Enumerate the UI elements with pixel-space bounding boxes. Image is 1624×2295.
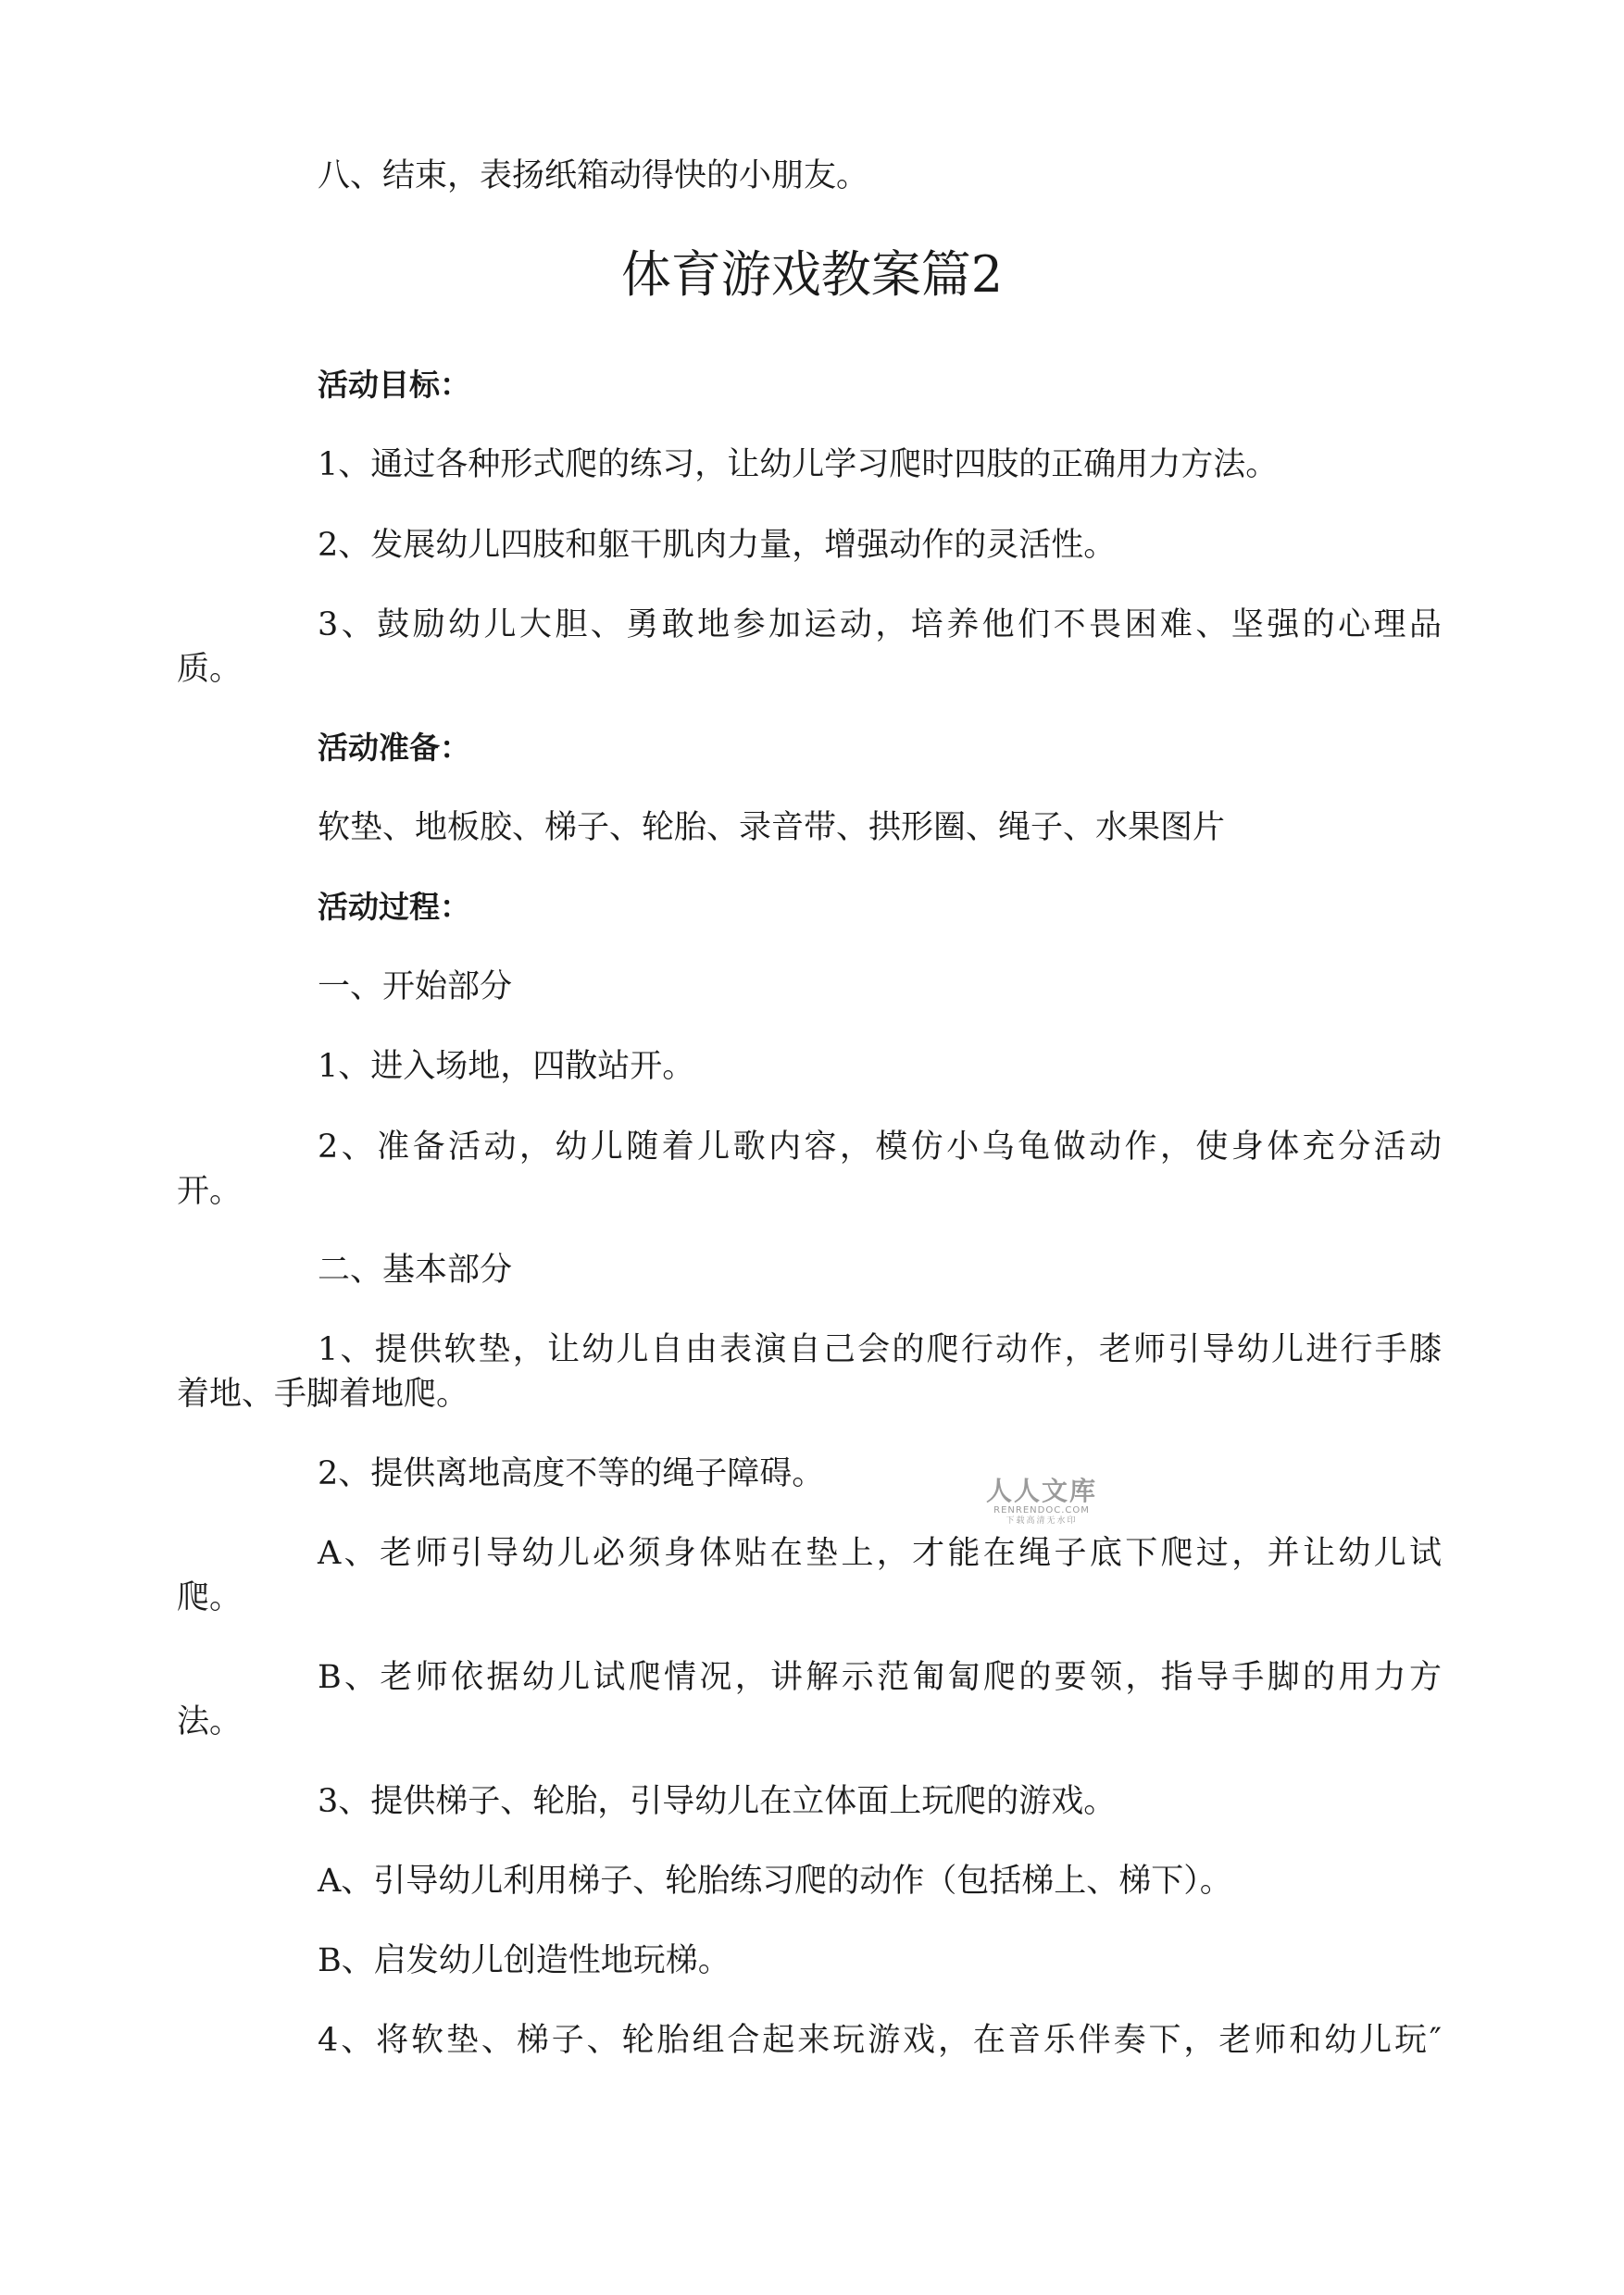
page-title: 体育游戏教案篇2: [620, 245, 1004, 304]
goal-item-1: 1、通过各种形式爬的练习，让幼儿学习爬时四肢的正确用力方法。: [318, 446, 1279, 483]
part2-heading: 二、基本部分: [318, 1252, 513, 1289]
part2-step-2-b: B、老师依据幼儿试爬情况，讲解示范匍匐爬的要领，指导手脚的用力方: [318, 1659, 1442, 1696]
part2-step-1: 1、提供软垫，让幼儿自由表演自己会的爬行动作，老师引导幼儿进行手膝: [318, 1331, 1442, 1368]
part1-step-1: 1、进入场地，四散站开。: [318, 1048, 695, 1085]
part2-step-2-b-cont: 法。: [177, 1703, 243, 1740]
watermark-site: RENRENDOC.COM: [993, 1505, 1090, 1515]
part2-step-3: 3、提供梯子、轮胎，引导幼儿在立体面上玩爬的游戏。: [318, 1783, 1117, 1820]
part2-step-2: 2、提供离地高度不等的绳子障碍。: [318, 1455, 825, 1492]
part2-step-3-a: A、引导幼儿利用梯子、轮胎练习爬的动作（包括梯上、梯下）。: [318, 1863, 1232, 1900]
prep-items: 软垫、地板胶、梯子、轮胎、录音带、拱形圈、绳子、水果图片: [318, 809, 1226, 846]
goal-item-3: 3、鼓励幼儿大胆、勇敢地参加运动，培养他们不畏困难、坚强的心理品: [318, 606, 1442, 643]
part2-step-4: 4、将软垫、梯子、轮胎组合起来玩游戏，在音乐伴奏下，老师和幼儿玩″: [318, 2022, 1442, 2059]
goals-heading: 活动目标：: [318, 367, 470, 403]
part2-step-1-cont: 着地、手脚着地爬。: [177, 1376, 469, 1413]
watermark-brand: 人人文库: [985, 1476, 1097, 1506]
part1-heading: 一、开始部分: [318, 968, 513, 1005]
part1-step-2-cont: 开。: [177, 1173, 243, 1210]
goal-item-3-cont: 质。: [177, 651, 243, 688]
goal-item-2: 2、发展幼儿四肢和躯干肌肉力量，增强动作的灵活性。: [318, 527, 1117, 564]
process-heading: 活动过程：: [318, 889, 470, 925]
watermark-tagline: 下载高清无水印: [1006, 1516, 1078, 1526]
part2-step-2-a-cont: 爬。: [177, 1579, 243, 1616]
watermark-logo: [963, 1478, 1120, 1527]
part2-step-3-b: B、启发幼儿创造性地玩梯。: [318, 1942, 731, 1979]
part2-step-2-a: A、老师引导幼儿必须身体贴在垫上，才能在绳子底下爬过，并让幼儿试: [318, 1535, 1442, 1572]
closing-line: 八、结束，表扬纸箱动得快的小朋友。: [318, 157, 869, 194]
prep-heading: 活动准备：: [318, 730, 470, 766]
part1-step-2: 2、准备活动，幼儿随着儿歌内容，模仿小乌龟做动作，使身体充分活动: [318, 1129, 1442, 1166]
